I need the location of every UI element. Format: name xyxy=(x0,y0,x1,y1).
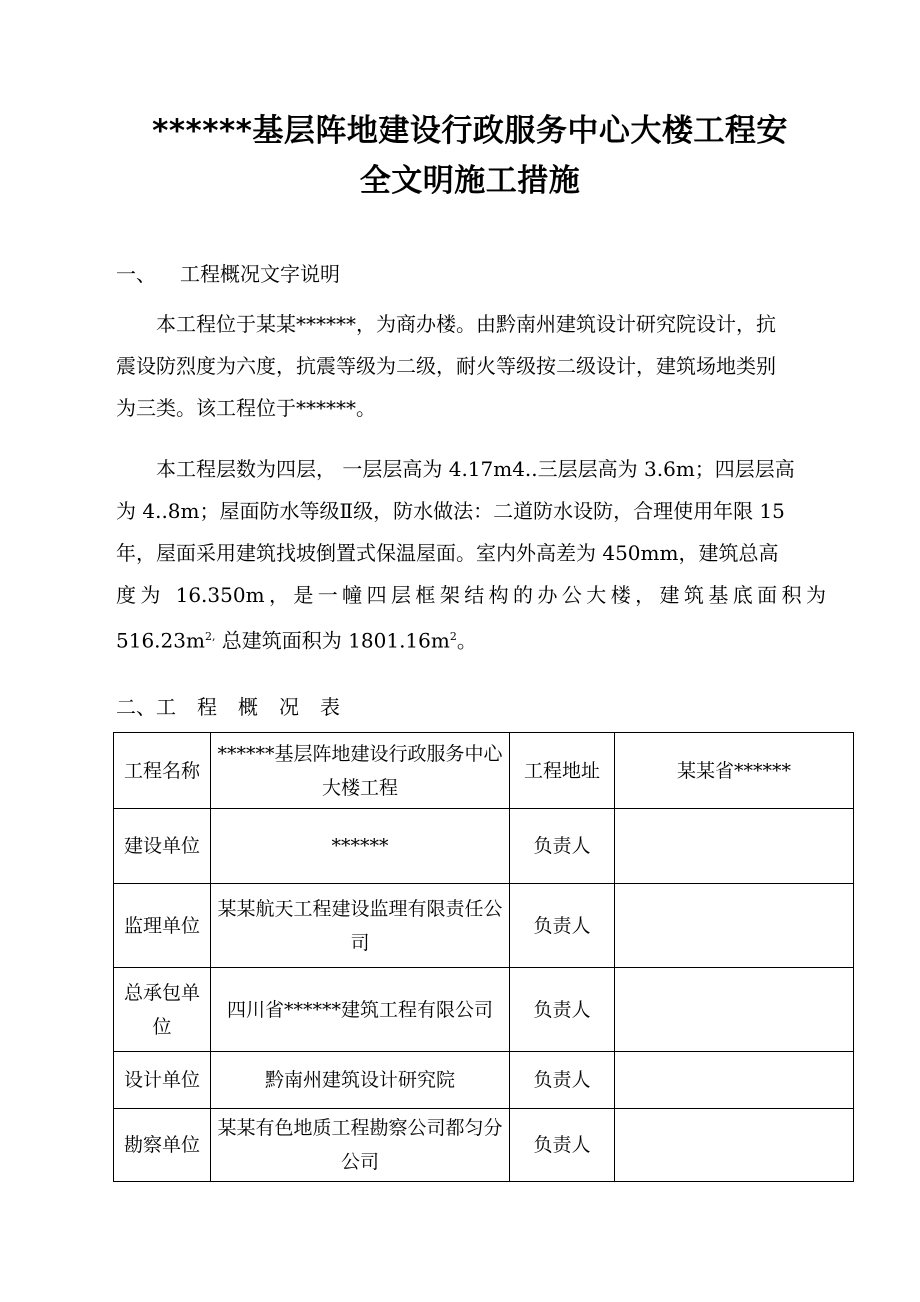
row-value-2 xyxy=(615,1109,854,1182)
row-label: 勘察单位 xyxy=(114,1109,211,1182)
row-value: 某某有色地质工程勘察公司都匀分公司 xyxy=(211,1109,510,1182)
area-total-text: 总建筑面积为 1801.16m xyxy=(215,628,450,653)
row-value: ****** xyxy=(211,809,510,884)
row-value-2: 某某省****** xyxy=(615,733,854,809)
row-value-2 xyxy=(615,1052,854,1109)
area-total-superscript: 2 xyxy=(449,630,457,643)
row-label-2: 负责人 xyxy=(510,1109,615,1182)
document-title-line-2: 全文明施工措施 xyxy=(359,163,581,199)
paragraph-1-line: 本工程位于某某******，为商办楼。由黔南州建筑设计研究院设计，抗 xyxy=(156,312,776,336)
project-info-table xyxy=(113,732,854,1182)
section-1-title: 工程概况文字说明 xyxy=(180,262,340,286)
paragraph-2-line: 本工程层数为四层， 一层层高为 4.17m4..三层层高为 3.6m；四层层高 xyxy=(156,457,795,481)
row-value: ******基层阵地建设行政服务中心大楼工程 xyxy=(211,733,510,809)
paragraph-2-line: 为 4..8m；屋面防水等级Ⅱ级，防水做法：二道防水设防，合理使用年限 15 xyxy=(116,499,785,523)
row-value: 某某航天工程建设监理有限责任公司 xyxy=(211,884,510,968)
row-label-2: 负责人 xyxy=(510,884,615,968)
table-row xyxy=(114,733,854,809)
table-row xyxy=(114,968,854,1052)
area-total-end: 。 xyxy=(456,628,477,653)
area-base-value: 516.23m xyxy=(116,628,205,653)
table-row xyxy=(114,1109,854,1182)
row-value-2 xyxy=(615,968,854,1052)
row-label-2: 工程地址 xyxy=(510,733,615,809)
row-label-2: 负责人 xyxy=(510,809,615,884)
row-label-2: 负责人 xyxy=(510,968,615,1052)
table-title-char: 概 xyxy=(238,695,258,719)
paragraph-1-line: 震设防烈度为六度，抗震等级为二级，耐火等级按二级设计，建筑场地类别 xyxy=(116,354,776,378)
row-value: 黔南州建筑设计研究院 xyxy=(211,1052,510,1109)
document-title-line-1: ******基层阵地建设行政服务中心大楼工程安 xyxy=(152,113,788,149)
row-value-2 xyxy=(615,809,854,884)
section-1-number: 一、 xyxy=(116,262,156,286)
paragraph-1 xyxy=(116,303,826,429)
table-title-char: 况 xyxy=(279,695,299,719)
row-label: 设计单位 xyxy=(114,1052,211,1109)
table-row xyxy=(114,1052,854,1109)
table-title-char: 程 xyxy=(197,695,217,719)
row-label: 总承包单位 xyxy=(114,968,211,1052)
paragraph-2 xyxy=(116,448,826,658)
table-title-char: 二、工 xyxy=(116,695,176,719)
section-1-heading xyxy=(116,259,340,289)
table-title xyxy=(116,692,361,722)
row-label: 工程名称 xyxy=(114,733,211,809)
row-label: 建设单位 xyxy=(114,809,211,884)
row-value: 四川省******建筑工程有限公司 xyxy=(211,968,510,1052)
row-label: 监理单位 xyxy=(114,884,211,968)
paragraph-1-line: 为三类。该工程位于******。 xyxy=(116,396,376,420)
paragraph-2-last-line xyxy=(116,616,826,658)
row-value-2 xyxy=(615,884,854,968)
paragraph-2-line: 年，屋面采用建筑找坡倒置式保温屋面。室内外高差为 450mm，建筑总高 xyxy=(116,541,779,565)
table-title-char: 表 xyxy=(320,695,340,719)
paragraph-2-line: 度为 16.350m，是一幢四层框架结构的办公大楼，建筑基底面积为 xyxy=(116,583,826,607)
table-row xyxy=(114,809,854,884)
area-base-superscript: 2, xyxy=(204,630,216,643)
row-label-2: 负责人 xyxy=(510,1052,615,1109)
table-row xyxy=(114,884,854,968)
